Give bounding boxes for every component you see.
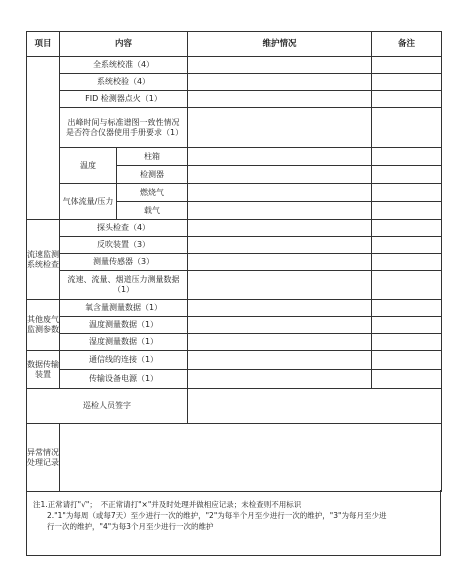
row-label: 全系统校准（4） xyxy=(60,57,188,74)
footnote-line-2: 2."1"为每周（或每7天）至少进行一次的维护，"2"为每半个月至少进行一次的维护，"3"为每月至少进 xyxy=(47,510,387,520)
remarks-cell[interactable] xyxy=(372,57,442,74)
row-label: 载气 xyxy=(117,202,188,220)
section3-label: 其他废气监测参数 xyxy=(27,300,60,351)
abnormal-label: 异常情况处理记录 xyxy=(27,424,60,492)
remarks-cell[interactable] xyxy=(372,108,442,148)
row-label: 氧含量测量数据（1） xyxy=(60,300,188,317)
table-row xyxy=(27,300,442,317)
row-label: 检测器 xyxy=(117,166,188,184)
row-label: 流速、流量、烟道压力测量数据（1） xyxy=(60,271,188,300)
remarks-cell[interactable] xyxy=(372,237,442,254)
footnote-line-1: 注1.正常请打"√"； 不正常请打"×"并及时处理并做相应记录；未检查则不用标识 xyxy=(33,500,302,509)
maintenance-cell[interactable] xyxy=(188,237,372,254)
footnote xyxy=(26,490,441,556)
remarks-cell[interactable] xyxy=(372,317,442,334)
maintenance-cell[interactable] xyxy=(188,148,372,166)
row-label: 反吹装置（3） xyxy=(60,237,188,254)
maintenance-cell[interactable] xyxy=(188,351,372,370)
maintenance-table xyxy=(26,31,442,492)
maintenance-cell[interactable] xyxy=(188,74,372,91)
table-row xyxy=(27,351,442,370)
maintenance-cell[interactable] xyxy=(188,166,372,184)
inspector-row xyxy=(27,389,442,424)
abnormal-row xyxy=(27,424,442,492)
remarks-cell[interactable] xyxy=(372,184,442,202)
maintenance-cell[interactable] xyxy=(188,184,372,202)
table-row xyxy=(27,184,442,202)
remarks-cell[interactable] xyxy=(372,300,442,317)
row-label: FID 检测器点火（1） xyxy=(60,91,188,108)
section1-item-cell xyxy=(27,57,60,220)
table-row xyxy=(27,370,442,389)
remarks-cell[interactable] xyxy=(372,334,442,351)
table-row xyxy=(27,108,442,148)
table-row xyxy=(27,271,442,300)
temperature-label: 温度 xyxy=(60,148,117,184)
inspector-signature-cell[interactable] xyxy=(188,389,442,424)
table-row xyxy=(27,317,442,334)
maintenance-cell[interactable] xyxy=(188,334,372,351)
remarks-cell[interactable] xyxy=(372,351,442,370)
row-label: 系统校验（4） xyxy=(60,74,188,91)
remarks-cell[interactable] xyxy=(372,74,442,91)
row-label: 探头检查（4） xyxy=(60,220,188,237)
remarks-cell[interactable] xyxy=(372,91,442,108)
maintenance-cell[interactable] xyxy=(188,220,372,237)
inspector-label: 巡检人员签字 xyxy=(27,389,188,424)
row-label: 传输设备电源（1） xyxy=(60,370,188,389)
header-content: 内容 xyxy=(60,32,188,57)
table-row xyxy=(27,91,442,108)
header-item: 项目 xyxy=(27,32,60,57)
remarks-cell[interactable] xyxy=(372,220,442,237)
table-row xyxy=(27,334,442,351)
row-label: 温度测量数据（1） xyxy=(60,317,188,334)
table-row xyxy=(27,220,442,237)
maintenance-cell[interactable] xyxy=(188,91,372,108)
table-row xyxy=(27,74,442,91)
section2-label: 流速监测系统检查 xyxy=(27,220,60,300)
row-label: 测量传感器（3） xyxy=(60,254,188,271)
remarks-cell[interactable] xyxy=(372,271,442,300)
row-label: 燃烧气 xyxy=(117,184,188,202)
footnote-line-3: 行一次的维护，"4"为每3个月至少进行一次的维护 xyxy=(47,521,214,531)
maintenance-cell[interactable] xyxy=(188,271,372,300)
remarks-cell[interactable] xyxy=(372,370,442,389)
header-remarks: 备注 xyxy=(372,32,442,57)
row-label: 柱箱 xyxy=(117,148,188,166)
maintenance-cell[interactable] xyxy=(188,317,372,334)
header-maintenance: 维护情况 xyxy=(188,32,372,57)
maintenance-cell[interactable] xyxy=(188,300,372,317)
remarks-cell[interactable] xyxy=(372,202,442,220)
row-label: 湿度测量数据（1） xyxy=(60,334,188,351)
maintenance-cell[interactable] xyxy=(188,202,372,220)
table-row xyxy=(27,254,442,271)
table-row xyxy=(27,148,442,166)
maintenance-cell[interactable] xyxy=(188,108,372,148)
row-label: 通信线的连接（1） xyxy=(60,351,188,370)
row-label: 出峰时间与标准谱图一致性情况是否符合仪器使用手册要求（1） xyxy=(60,108,188,148)
maintenance-cell[interactable] xyxy=(188,370,372,389)
remarks-cell[interactable] xyxy=(372,148,442,166)
maintenance-cell[interactable] xyxy=(188,254,372,271)
remarks-cell[interactable] xyxy=(372,254,442,271)
table-row xyxy=(27,57,442,74)
header-row xyxy=(27,32,442,57)
table-row xyxy=(27,237,442,254)
section4-label: 数据传输装置 xyxy=(27,351,60,389)
maintenance-cell[interactable] xyxy=(188,57,372,74)
gas-label: 气体流量/压力 xyxy=(60,184,117,220)
remarks-cell[interactable] xyxy=(372,166,442,184)
abnormal-record-cell[interactable] xyxy=(60,424,442,492)
